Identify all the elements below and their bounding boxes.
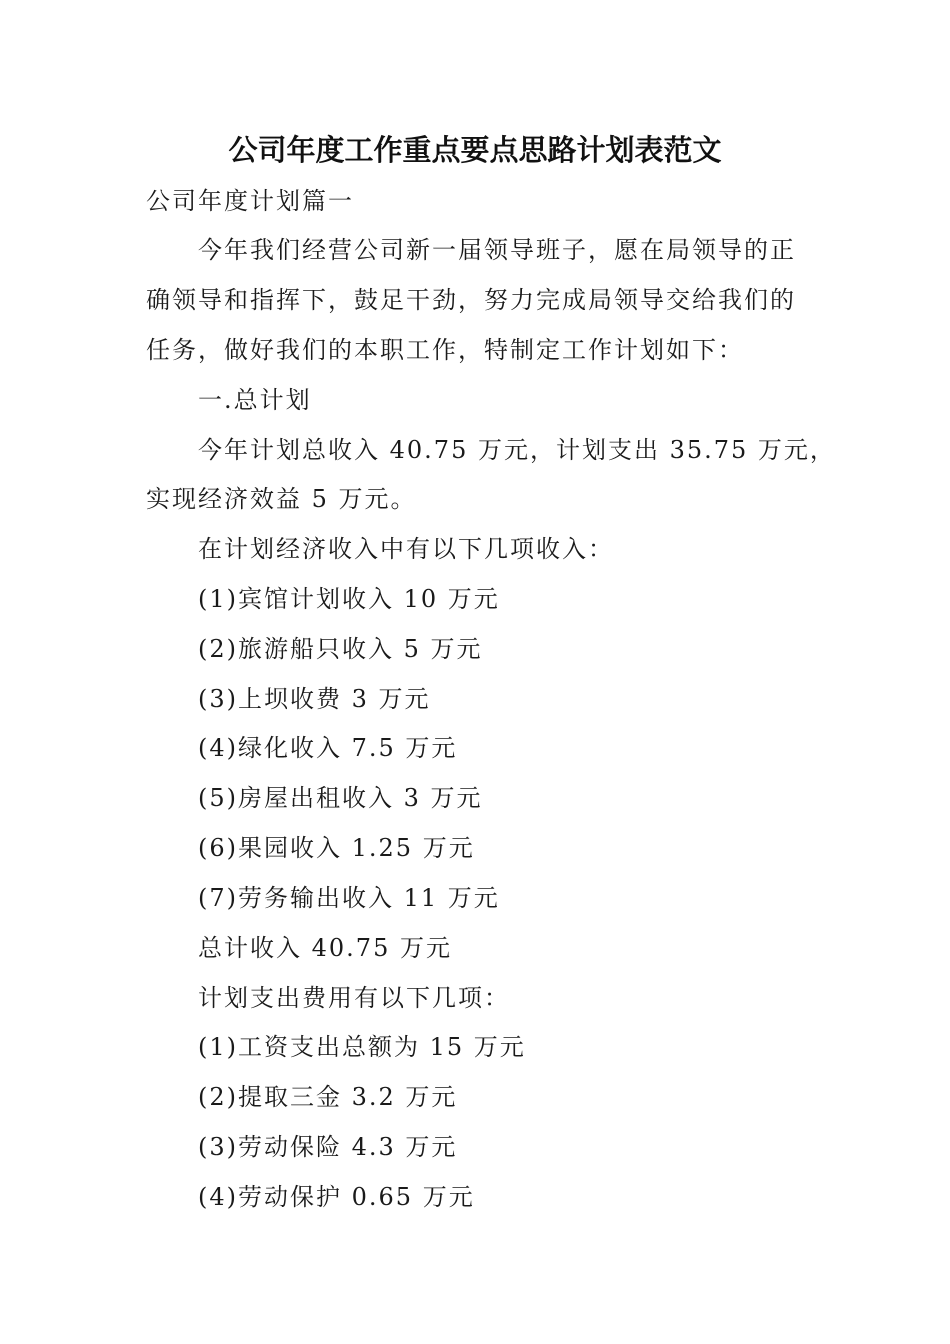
expense-item: (1)工资支出总额为 15 万元: [198, 1033, 526, 1061]
income-item: (1)宾馆计划收入 10 万元: [198, 585, 500, 613]
expense-intro: 计划支出费用有以下几项：: [198, 984, 510, 1012]
total-plan-line-2: 实现经济效益 5 万元。: [146, 485, 417, 513]
intro-line-2: 确领导和指挥下，鼓足干劲，努力完成局领导交给我们的: [146, 286, 796, 314]
subheading-total-plan: 一.总计划: [198, 386, 312, 414]
total-plan-line-1: 今年计划总收入 40.75 万元，计划支出 35.75 万元，: [198, 436, 836, 464]
expense-item: (2)提取三金 3.2 万元: [198, 1083, 458, 1111]
income-total: 总计收入 40.75 万元: [198, 934, 452, 962]
income-item: (4)绿化收入 7.5 万元: [198, 734, 458, 762]
income-item: (5)房屋出租收入 3 万元: [198, 784, 483, 812]
income-item: (2)旅游船只收入 5 万元: [198, 635, 483, 663]
income-item: (3)上坝收费 3 万元: [198, 685, 431, 713]
section-heading: 公司年度计划篇一: [146, 187, 354, 215]
intro-line-1: 今年我们经营公司新一届领导班子，愿在局领导的正: [198, 236, 796, 264]
expense-item: (3)劳动保险 4.3 万元: [198, 1133, 458, 1161]
income-item: (7)劳务输出收入 11 万元: [198, 884, 500, 912]
income-intro: 在计划经济收入中有以下几项收入：: [198, 535, 614, 563]
expense-item: (4)劳动保护 0.65 万元: [198, 1183, 475, 1211]
income-item: (6)果园收入 1.25 万元: [198, 834, 475, 862]
document-title: 公司年度工作重点要点思路计划表范文: [228, 133, 722, 167]
intro-line-3: 任务，做好我们的本职工作，特制定工作计划如下：: [146, 336, 744, 364]
